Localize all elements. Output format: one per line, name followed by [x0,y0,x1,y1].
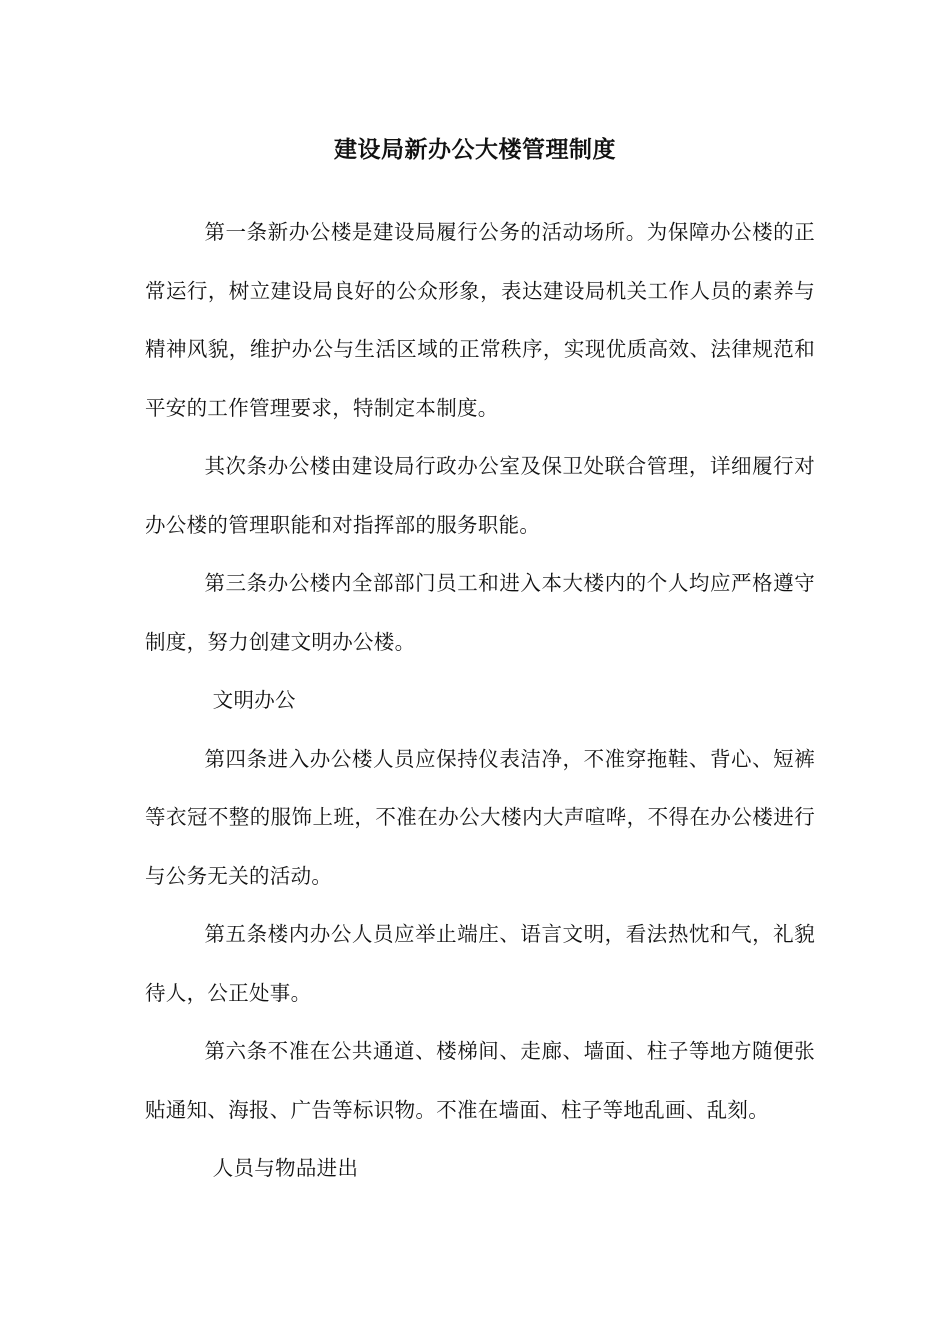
article-5-paragraph: 第五条楼内办公人员应举止端庄、语言文明，看法热忱和气，礼貌待人，公正处事。 [145,922,815,1005]
article-4-paragraph: 第四条进入办公楼人员应保持仪表洁净，不准穿拖鞋、背心、短裤等衣冠不整的服饰上班，不准在办公大楼内大声喧哗，不得在办公楼进行与公务无关的活动。 [145,746,815,888]
document-title: 建设局新办公大楼管理制度 [334,136,616,163]
section-heading-civil-office: 文明办公 [212,688,296,712]
section-heading-personnel-entry: 人员与物品进出 [212,1156,359,1180]
document-body [145,203,815,1198]
article-3-paragraph: 第三条办公楼内全部部门员工和进入本大楼内的个人均应严格遵守制度，努力创建文明办公楼。 [145,571,815,654]
article-6-paragraph: 第六条不准在公共通道、楼梯间、走廊、墙面、柱子等地方随便张贴通知、海报、广告等标识物。不准在墙面、柱子等地乱画、乱刻。 [145,1039,815,1122]
article-2-paragraph: 其次条办公楼由建设局行政办公室及保卫处联合管理，详细履行对办公楼的管理职能和对指挥部的服务职能。 [145,454,815,537]
article-1-paragraph: 第一条新办公楼是建设局履行公务的活动场所。为保障办公楼的正常运行，树立建设局良好的公众形象，表达建设局机关工作人员的素养与精神风貌，维护办公与生活区域的正常秩序，实现优质高效、法律规范和平安的工作管理要求，特制定本制度。 [145,220,815,420]
